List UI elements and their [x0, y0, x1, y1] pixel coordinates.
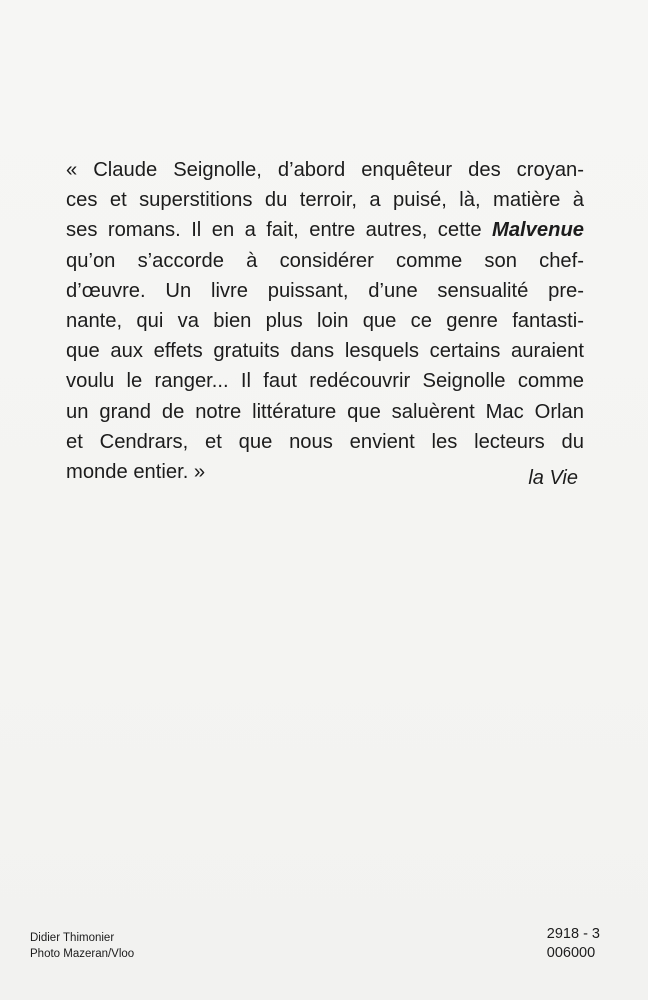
quote-line: nante, qui va bien plus loin que ce genre fantasti- — [66, 310, 584, 333]
quote-line: monde entier. » — [66, 461, 206, 484]
quote-line-text: ses romans. Il en a fait, entre autres, cette — [66, 219, 492, 242]
quote-line: un grand de notre littérature que saluèrent Mac Orlan — [66, 400, 584, 423]
catalog-number: 2918 - 3 — [546, 926, 600, 942]
designer-credit: Didier Thimonier — [30, 932, 115, 944]
quote-source: la Vie — [528, 467, 578, 489]
book-title: Malvenue — [492, 219, 584, 242]
quote-line: qu’on s’accorde à considérer comme son chef- — [66, 249, 584, 272]
quote-line: ces et superstitions du terroir, a puisé, là, matière à — [66, 189, 584, 212]
photo-credit: Photo Mazeran/Vloo — [30, 948, 135, 960]
cover-credits — [30, 930, 134, 962]
quote-line — [66, 215, 584, 245]
quote-line: « Claude Seignolle, d’abord enquêteur des croyan- — [66, 159, 584, 181]
price-code: 006000 — [546, 945, 596, 961]
catalog-codes — [547, 925, 600, 963]
quote-line: voulu le ranger... Il faut redécouvrir Seignolle comme — [66, 370, 584, 393]
blurb-quote — [66, 155, 584, 487]
quote-line: que aux effets gratuits dans lesquels certains auraient — [66, 340, 584, 363]
quote-line: et Cendrars, et que nous envient les lecteurs du — [66, 430, 584, 453]
quote-line: d’œuvre. Un livre puissant, d’une sensualité pre- — [66, 279, 584, 302]
